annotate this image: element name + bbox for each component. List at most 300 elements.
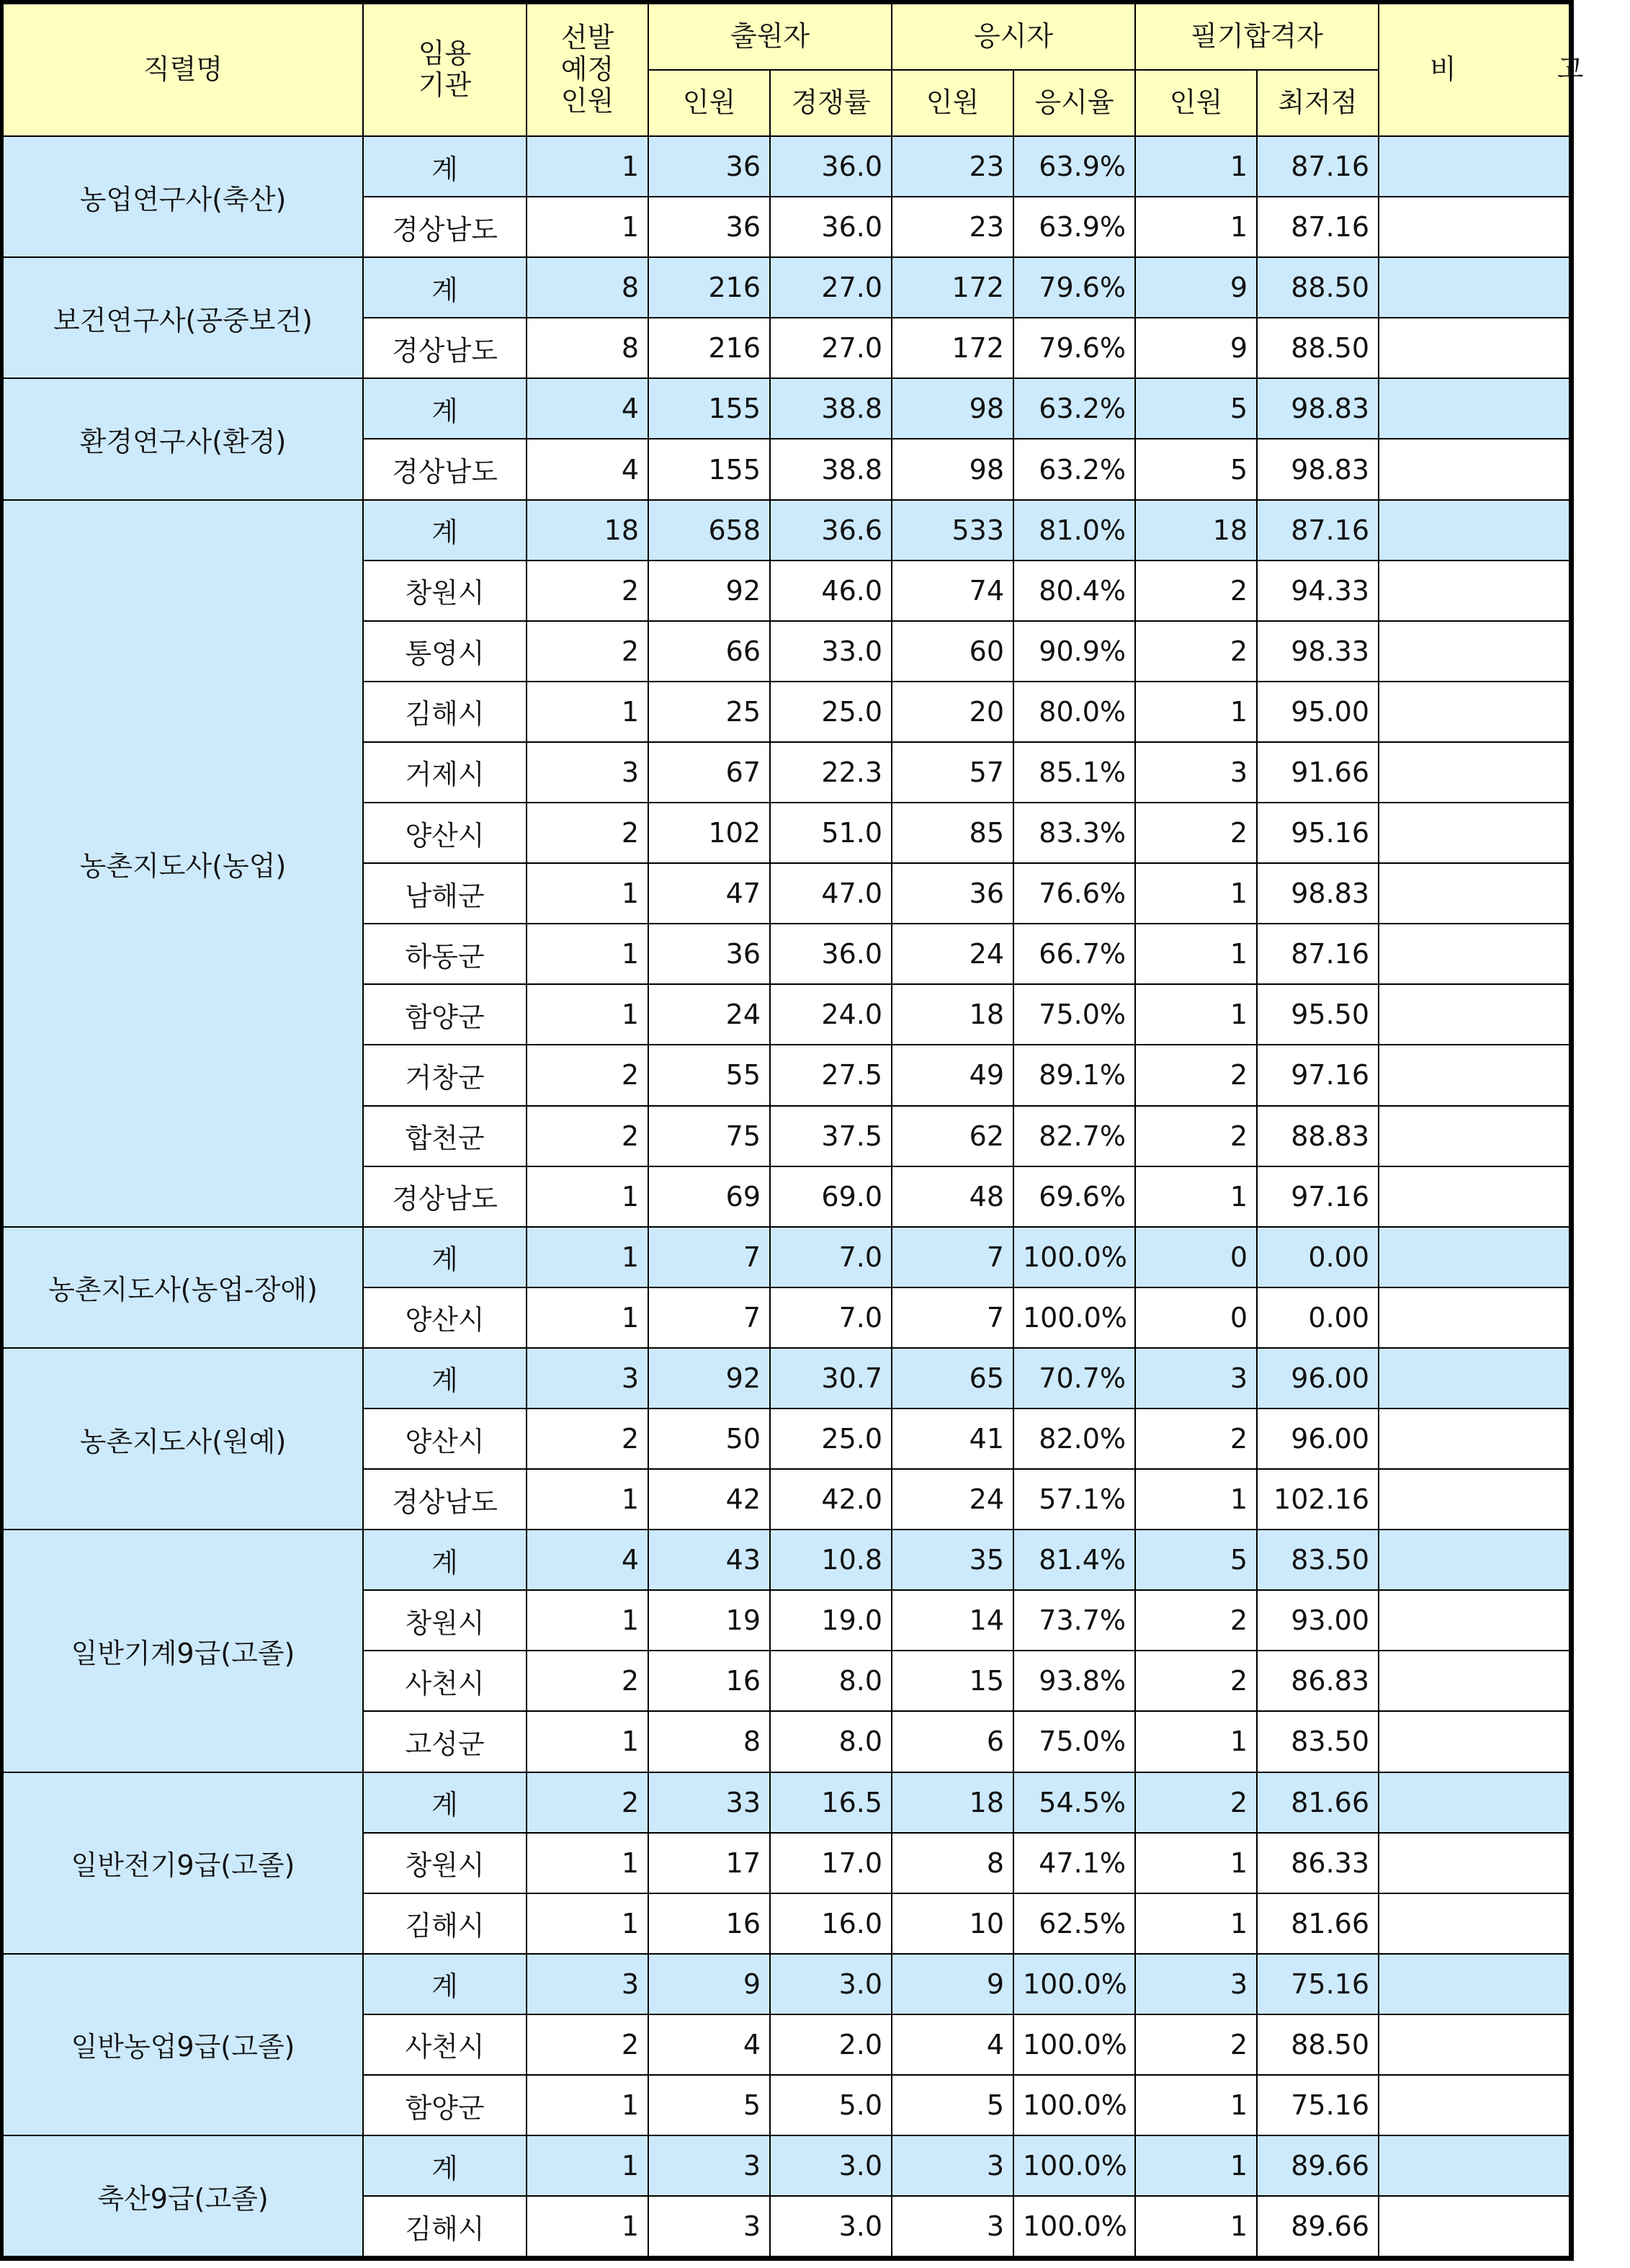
attendance-rate-cell: 75.0%: [1013, 1711, 1135, 1772]
min-score-cell: 102.16: [1257, 1469, 1379, 1530]
passers-count-cell: 2: [1135, 621, 1257, 682]
applicants-count-cell: 42: [648, 1469, 770, 1530]
min-score-cell: 81.66: [1257, 1772, 1379, 1833]
attendance-rate-cell: 100.0%: [1013, 2196, 1135, 2256]
note-cell: [1379, 136, 1569, 197]
note-cell: [1379, 924, 1569, 984]
min-score-cell: 91.66: [1257, 742, 1379, 803]
attendance-rate-cell: 63.9%: [1013, 136, 1135, 197]
planned-count-cell: 1: [527, 2075, 648, 2135]
header-passers-count: 인원: [1135, 70, 1257, 136]
agency-cell: 계: [363, 1348, 527, 1408]
min-score-cell: 97.16: [1257, 1166, 1379, 1227]
competition-rate-cell: 38.8: [770, 378, 892, 439]
attendance-rate-cell: 89.1%: [1013, 1045, 1135, 1105]
examinees-count-cell: 98: [892, 378, 1013, 439]
table-row-total: [3, 1954, 1569, 2014]
attendance-rate-cell: 93.8%: [1013, 1651, 1135, 1711]
competition-rate-cell: 10.8: [770, 1530, 892, 1590]
examinees-count-cell: 24: [892, 924, 1013, 984]
agency-cell: 계: [363, 378, 527, 439]
passers-count-cell: 1: [1135, 682, 1257, 742]
table-row-total: [3, 1772, 1569, 1833]
competition-rate-cell: 17.0: [770, 1833, 892, 1893]
passers-count-cell: 3: [1135, 742, 1257, 803]
examinees-count-cell: 14: [892, 1590, 1013, 1651]
competition-rate-cell: 5.0: [770, 2075, 892, 2135]
applicants-count-cell: 155: [648, 378, 770, 439]
planned-count-cell: 1: [527, 1166, 648, 1227]
applicants-count-cell: 216: [648, 318, 770, 378]
note-cell: [1379, 863, 1569, 924]
attendance-rate-cell: 79.6%: [1013, 318, 1135, 378]
table-row-total: [3, 1227, 1569, 1287]
planned-count-cell: 1: [527, 1287, 648, 1348]
competition-rate-cell: 27.0: [770, 257, 892, 318]
competition-rate-cell: 25.0: [770, 1408, 892, 1469]
note-cell: [1379, 1166, 1569, 1227]
examinees-count-cell: 9: [892, 1954, 1013, 2014]
examinees-count-cell: 10: [892, 1893, 1013, 1954]
attendance-rate-cell: 82.7%: [1013, 1106, 1135, 1166]
applicants-count-cell: 75: [648, 1106, 770, 1166]
attendance-rate-cell: 79.6%: [1013, 257, 1135, 318]
applicants-count-cell: 25: [648, 682, 770, 742]
note-cell: [1379, 1045, 1569, 1105]
agency-cell: 양산시: [363, 1287, 527, 1348]
examinees-count-cell: 74: [892, 561, 1013, 621]
min-score-cell: 98.83: [1257, 439, 1379, 499]
agency-cell: 김해시: [363, 2196, 527, 2256]
applicants-count-cell: 3: [648, 2135, 770, 2196]
competition-rate-cell: 27.0: [770, 318, 892, 378]
passers-count-cell: 2: [1135, 1651, 1257, 1711]
applicants-count-cell: 36: [648, 136, 770, 197]
attendance-rate-cell: 85.1%: [1013, 742, 1135, 803]
table-row-total: [3, 2135, 1569, 2196]
min-score-cell: 83.50: [1257, 1530, 1379, 1590]
job-name-cell: 일반농업9급(고졸): [3, 1954, 363, 2135]
attendance-rate-cell: 66.7%: [1013, 924, 1135, 984]
agency-cell: 합천군: [363, 1106, 527, 1166]
applicants-count-cell: 4: [648, 2014, 770, 2075]
min-score-cell: 98.83: [1257, 863, 1379, 924]
applicants-count-cell: 50: [648, 1408, 770, 1469]
min-score-cell: 89.66: [1257, 2196, 1379, 2256]
agency-cell: 경상남도: [363, 439, 527, 499]
agency-cell: 통영시: [363, 621, 527, 682]
competition-rate-cell: 24.0: [770, 984, 892, 1045]
min-score-cell: 83.50: [1257, 1711, 1379, 1772]
note-cell: [1379, 1106, 1569, 1166]
applicants-count-cell: 155: [648, 439, 770, 499]
applicants-count-cell: 19: [648, 1590, 770, 1651]
min-score-cell: 95.50: [1257, 984, 1379, 1045]
min-score-cell: 88.50: [1257, 257, 1379, 318]
passers-count-cell: 1: [1135, 136, 1257, 197]
applicants-count-cell: 33: [648, 1772, 770, 1833]
competition-rate-cell: 7.0: [770, 1227, 892, 1287]
planned-count-cell: 4: [527, 378, 648, 439]
agency-cell: 양산시: [363, 803, 527, 863]
passers-count-cell: 1: [1135, 197, 1257, 257]
passers-count-cell: 5: [1135, 378, 1257, 439]
examinees-count-cell: 48: [892, 1166, 1013, 1227]
attendance-rate-cell: 81.4%: [1013, 1530, 1135, 1590]
competition-rate-cell: 3.0: [770, 1954, 892, 2014]
note-cell: [1379, 1348, 1569, 1408]
passers-count-cell: 18: [1135, 500, 1257, 561]
min-score-cell: 0.00: [1257, 1287, 1379, 1348]
planned-count-cell: 4: [527, 1530, 648, 1590]
note-cell: [1379, 2135, 1569, 2196]
planned-count-cell: 1: [527, 136, 648, 197]
table-body: [3, 136, 1569, 2256]
planned-count-cell: 18: [527, 500, 648, 561]
planned-count-cell: 2: [527, 1772, 648, 1833]
note-cell: [1379, 1711, 1569, 1772]
table-row-total: [3, 257, 1569, 318]
note-cell: [1379, 621, 1569, 682]
header-examinees: 응시자: [892, 4, 1135, 70]
competition-rate-cell: 37.5: [770, 1106, 892, 1166]
attendance-rate-cell: 76.6%: [1013, 863, 1135, 924]
header-planned: 선발 예정 인원: [527, 4, 648, 136]
attendance-rate-cell: 82.0%: [1013, 1408, 1135, 1469]
attendance-rate-cell: 100.0%: [1013, 1954, 1135, 2014]
job-name-cell: 농업연구사(축산): [3, 136, 363, 257]
examinees-count-cell: 65: [892, 1348, 1013, 1408]
passers-count-cell: 1: [1135, 2196, 1257, 2256]
examinees-count-cell: 5: [892, 2075, 1013, 2135]
examinees-count-cell: 4: [892, 2014, 1013, 2075]
job-name-cell: 일반기계9급(고졸): [3, 1530, 363, 1772]
note-cell: [1379, 1954, 1569, 2014]
competition-rate-cell: 16.5: [770, 1772, 892, 1833]
note-cell: [1379, 1530, 1569, 1590]
min-score-cell: 89.66: [1257, 2135, 1379, 2196]
competition-rate-cell: 36.0: [770, 924, 892, 984]
planned-count-cell: 1: [527, 984, 648, 1045]
header-applicants: 출원자: [648, 4, 892, 70]
passers-count-cell: 0: [1135, 1287, 1257, 1348]
competition-rate-cell: 46.0: [770, 561, 892, 621]
agency-cell: 김해시: [363, 682, 527, 742]
note-cell: [1379, 1772, 1569, 1833]
min-score-cell: 88.50: [1257, 318, 1379, 378]
attendance-rate-cell: 100.0%: [1013, 1227, 1135, 1287]
examinees-count-cell: 20: [892, 682, 1013, 742]
attendance-rate-cell: 57.1%: [1013, 1469, 1135, 1530]
passers-count-cell: 1: [1135, 1893, 1257, 1954]
header-min-score: 최저점: [1257, 70, 1379, 136]
min-score-cell: 94.33: [1257, 561, 1379, 621]
header-agency: 임용 기관: [363, 4, 527, 136]
applicants-count-cell: 69: [648, 1166, 770, 1227]
attendance-rate-cell: 100.0%: [1013, 2135, 1135, 2196]
passers-count-cell: 1: [1135, 924, 1257, 984]
note-cell: [1379, 1227, 1569, 1287]
job-name-cell: 보건연구사(공중보건): [3, 257, 363, 378]
examinees-count-cell: 3: [892, 2135, 1013, 2196]
min-score-cell: 75.16: [1257, 1954, 1379, 2014]
applicants-count-cell: 36: [648, 197, 770, 257]
note-cell: [1379, 2196, 1569, 2256]
planned-count-cell: 1: [527, 863, 648, 924]
job-name-cell: 농촌지도사(농업): [3, 500, 363, 1227]
agency-cell: 계: [363, 1530, 527, 1590]
planned-count-cell: 1: [527, 924, 648, 984]
job-name-cell: 축산9급(고졸): [3, 2135, 363, 2256]
min-score-cell: 88.50: [1257, 2014, 1379, 2075]
table-row-total: [3, 136, 1569, 197]
attendance-rate-cell: 80.4%: [1013, 561, 1135, 621]
competition-rate-cell: 7.0: [770, 1287, 892, 1348]
passers-count-cell: 1: [1135, 1469, 1257, 1530]
table-row-total: [3, 1530, 1569, 1590]
applicants-count-cell: 102: [648, 803, 770, 863]
competition-rate-cell: 47.0: [770, 863, 892, 924]
table-row-total: [3, 378, 1569, 439]
planned-count-cell: 1: [527, 1227, 648, 1287]
job-name-cell: 농촌지도사(원예): [3, 1348, 363, 1530]
planned-count-cell: 8: [527, 318, 648, 378]
attendance-rate-cell: 80.0%: [1013, 682, 1135, 742]
passers-count-cell: 2: [1135, 1408, 1257, 1469]
min-score-cell: 96.00: [1257, 1348, 1379, 1408]
agency-cell: 계: [363, 2135, 527, 2196]
competition-rate-cell: 3.0: [770, 2135, 892, 2196]
examinees-count-cell: 85: [892, 803, 1013, 863]
examinees-count-cell: 172: [892, 257, 1013, 318]
applicants-count-cell: 16: [648, 1651, 770, 1711]
agency-cell: 고성군: [363, 1711, 527, 1772]
agency-cell: 창원시: [363, 1590, 527, 1651]
passers-count-cell: 1: [1135, 2135, 1257, 2196]
agency-cell: 계: [363, 500, 527, 561]
applicants-count-cell: 16: [648, 1893, 770, 1954]
note-cell: [1379, 2075, 1569, 2135]
examinees-count-cell: 8: [892, 1833, 1013, 1893]
competition-rate-cell: 16.0: [770, 1893, 892, 1954]
agency-cell: 창원시: [363, 561, 527, 621]
agency-cell: 거창군: [363, 1045, 527, 1105]
examinees-count-cell: 18: [892, 1772, 1013, 1833]
competition-rate-cell: 19.0: [770, 1590, 892, 1651]
min-score-cell: 86.83: [1257, 1651, 1379, 1711]
min-score-cell: 86.33: [1257, 1833, 1379, 1893]
competition-rate-cell: 8.0: [770, 1651, 892, 1711]
applicants-count-cell: 67: [648, 742, 770, 803]
planned-count-cell: 1: [527, 1893, 648, 1954]
planned-count-cell: 2: [527, 561, 648, 621]
attendance-rate-cell: 63.2%: [1013, 439, 1135, 499]
note-cell: [1379, 318, 1569, 378]
passers-count-cell: 9: [1135, 318, 1257, 378]
planned-count-cell: 1: [527, 1833, 648, 1893]
examinees-count-cell: 41: [892, 1408, 1013, 1469]
passers-count-cell: 2: [1135, 1045, 1257, 1105]
applicants-count-cell: 3: [648, 2196, 770, 2256]
header-examinees-count: 인원: [892, 70, 1013, 136]
min-score-cell: 75.16: [1257, 2075, 1379, 2135]
passers-count-cell: 0: [1135, 1227, 1257, 1287]
attendance-rate-cell: 83.3%: [1013, 803, 1135, 863]
passers-count-cell: 3: [1135, 1954, 1257, 2014]
applicants-count-cell: 17: [648, 1833, 770, 1893]
examinees-count-cell: 98: [892, 439, 1013, 499]
passers-count-cell: 5: [1135, 439, 1257, 499]
applicants-count-cell: 92: [648, 561, 770, 621]
planned-count-cell: 2: [527, 621, 648, 682]
note-cell: [1379, 742, 1569, 803]
applicants-count-cell: 658: [648, 500, 770, 561]
note-cell: [1379, 561, 1569, 621]
agency-cell: 계: [363, 257, 527, 318]
agency-cell: 하동군: [363, 924, 527, 984]
competition-rate-cell: 38.8: [770, 439, 892, 499]
note-cell: [1379, 1590, 1569, 1651]
min-score-cell: 87.16: [1257, 500, 1379, 561]
min-score-cell: 95.00: [1257, 682, 1379, 742]
attendance-rate-cell: 90.9%: [1013, 621, 1135, 682]
competition-rate-cell: 42.0: [770, 1469, 892, 1530]
examinees-count-cell: 3: [892, 2196, 1013, 2256]
planned-count-cell: 3: [527, 1954, 648, 2014]
applicants-count-cell: 43: [648, 1530, 770, 1590]
passers-count-cell: 2: [1135, 1772, 1257, 1833]
agency-cell: 함양군: [363, 984, 527, 1045]
examinees-count-cell: 62: [892, 1106, 1013, 1166]
passers-count-cell: 1: [1135, 1711, 1257, 1772]
examinees-count-cell: 57: [892, 742, 1013, 803]
passers-count-cell: 1: [1135, 1833, 1257, 1893]
applicants-count-cell: 24: [648, 984, 770, 1045]
planned-count-cell: 2: [527, 803, 648, 863]
applicants-count-cell: 7: [648, 1287, 770, 1348]
planned-count-cell: 3: [527, 742, 648, 803]
agency-cell: 계: [363, 1772, 527, 1833]
applicants-count-cell: 36: [648, 924, 770, 984]
attendance-rate-cell: 62.5%: [1013, 1893, 1135, 1954]
competition-rate-cell: 30.7: [770, 1348, 892, 1408]
examinees-count-cell: 23: [892, 197, 1013, 257]
competition-rate-cell: 3.0: [770, 2196, 892, 2256]
header-applicants-count: 인원: [648, 70, 770, 136]
passers-count-cell: 2: [1135, 1106, 1257, 1166]
note-cell: [1379, 803, 1569, 863]
agency-cell: 양산시: [363, 1408, 527, 1469]
min-score-cell: 95.16: [1257, 803, 1379, 863]
agency-cell: 경상남도: [363, 1469, 527, 1530]
examinees-count-cell: 24: [892, 1469, 1013, 1530]
competition-rate-cell: 25.0: [770, 682, 892, 742]
header-job: 직렬명: [3, 4, 363, 136]
agency-cell: 사천시: [363, 1651, 527, 1711]
competition-rate-cell: 33.0: [770, 621, 892, 682]
applicants-count-cell: 8: [648, 1711, 770, 1772]
note-cell: [1379, 984, 1569, 1045]
applicants-count-cell: 5: [648, 2075, 770, 2135]
agency-cell: 사천시: [363, 2014, 527, 2075]
planned-count-cell: 1: [527, 1590, 648, 1651]
passers-count-cell: 1: [1135, 1166, 1257, 1227]
agency-cell: 계: [363, 1227, 527, 1287]
examinees-count-cell: 6: [892, 1711, 1013, 1772]
note-cell: [1379, 1287, 1569, 1348]
exam-results-table: [2, 3, 1630, 2257]
attendance-rate-cell: 100.0%: [1013, 1287, 1135, 1348]
examinees-count-cell: 49: [892, 1045, 1013, 1105]
agency-cell: 함양군: [363, 2075, 527, 2135]
attendance-rate-cell: 69.6%: [1013, 1166, 1135, 1227]
job-name-cell: 농촌지도사(농업-장애): [3, 1227, 363, 1348]
table-header: [3, 4, 1630, 136]
planned-count-cell: 2: [527, 1106, 648, 1166]
competition-rate-cell: 36.0: [770, 136, 892, 197]
applicants-count-cell: 55: [648, 1045, 770, 1105]
agency-cell: 김해시: [363, 1893, 527, 1954]
min-score-cell: 81.66: [1257, 1893, 1379, 1954]
planned-count-cell: 2: [527, 1045, 648, 1105]
attendance-rate-cell: 73.7%: [1013, 1590, 1135, 1651]
competition-rate-cell: 36.6: [770, 500, 892, 561]
passers-count-cell: 2: [1135, 561, 1257, 621]
competition-rate-cell: 27.5: [770, 1045, 892, 1105]
examinees-count-cell: 36: [892, 863, 1013, 924]
note-cell: [1379, 1833, 1569, 1893]
results-sheet: [2, 3, 1630, 2257]
competition-rate-cell: 69.0: [770, 1166, 892, 1227]
note-cell: [1379, 2014, 1569, 2075]
planned-count-cell: 2: [527, 1651, 648, 1711]
competition-rate-cell: 2.0: [770, 2014, 892, 2075]
attendance-rate-cell: 63.2%: [1013, 378, 1135, 439]
applicants-count-cell: 216: [648, 257, 770, 318]
header-competition-rate: 경쟁률: [770, 70, 892, 136]
competition-rate-cell: 8.0: [770, 1711, 892, 1772]
header-note: 비 고: [1379, 4, 1569, 136]
table-row-total: [3, 500, 1569, 561]
planned-count-cell: 1: [527, 1469, 648, 1530]
agency-cell: 거제시: [363, 742, 527, 803]
note-cell: [1379, 1469, 1569, 1530]
min-score-cell: 87.16: [1257, 197, 1379, 257]
examinees-count-cell: 7: [892, 1227, 1013, 1287]
note-cell: [1379, 197, 1569, 257]
min-score-cell: 98.33: [1257, 621, 1379, 682]
examinees-count-cell: 23: [892, 136, 1013, 197]
passers-count-cell: 1: [1135, 984, 1257, 1045]
attendance-rate-cell: 54.5%: [1013, 1772, 1135, 1833]
planned-count-cell: 1: [527, 2196, 648, 2256]
passers-count-cell: 2: [1135, 1590, 1257, 1651]
planned-count-cell: 1: [527, 197, 648, 257]
examinees-count-cell: 7: [892, 1287, 1013, 1348]
attendance-rate-cell: 81.0%: [1013, 500, 1135, 561]
planned-count-cell: 1: [527, 682, 648, 742]
attendance-rate-cell: 100.0%: [1013, 2075, 1135, 2135]
min-score-cell: 87.16: [1257, 924, 1379, 984]
attendance-rate-cell: 75.0%: [1013, 984, 1135, 1045]
job-name-cell: 환경연구사(환경): [3, 378, 363, 499]
agency-cell: 계: [363, 136, 527, 197]
passers-count-cell: 9: [1135, 257, 1257, 318]
agency-cell: 경상남도: [363, 318, 527, 378]
examinees-count-cell: 15: [892, 1651, 1013, 1711]
note-cell: [1379, 500, 1569, 561]
passers-count-cell: 3: [1135, 1348, 1257, 1408]
